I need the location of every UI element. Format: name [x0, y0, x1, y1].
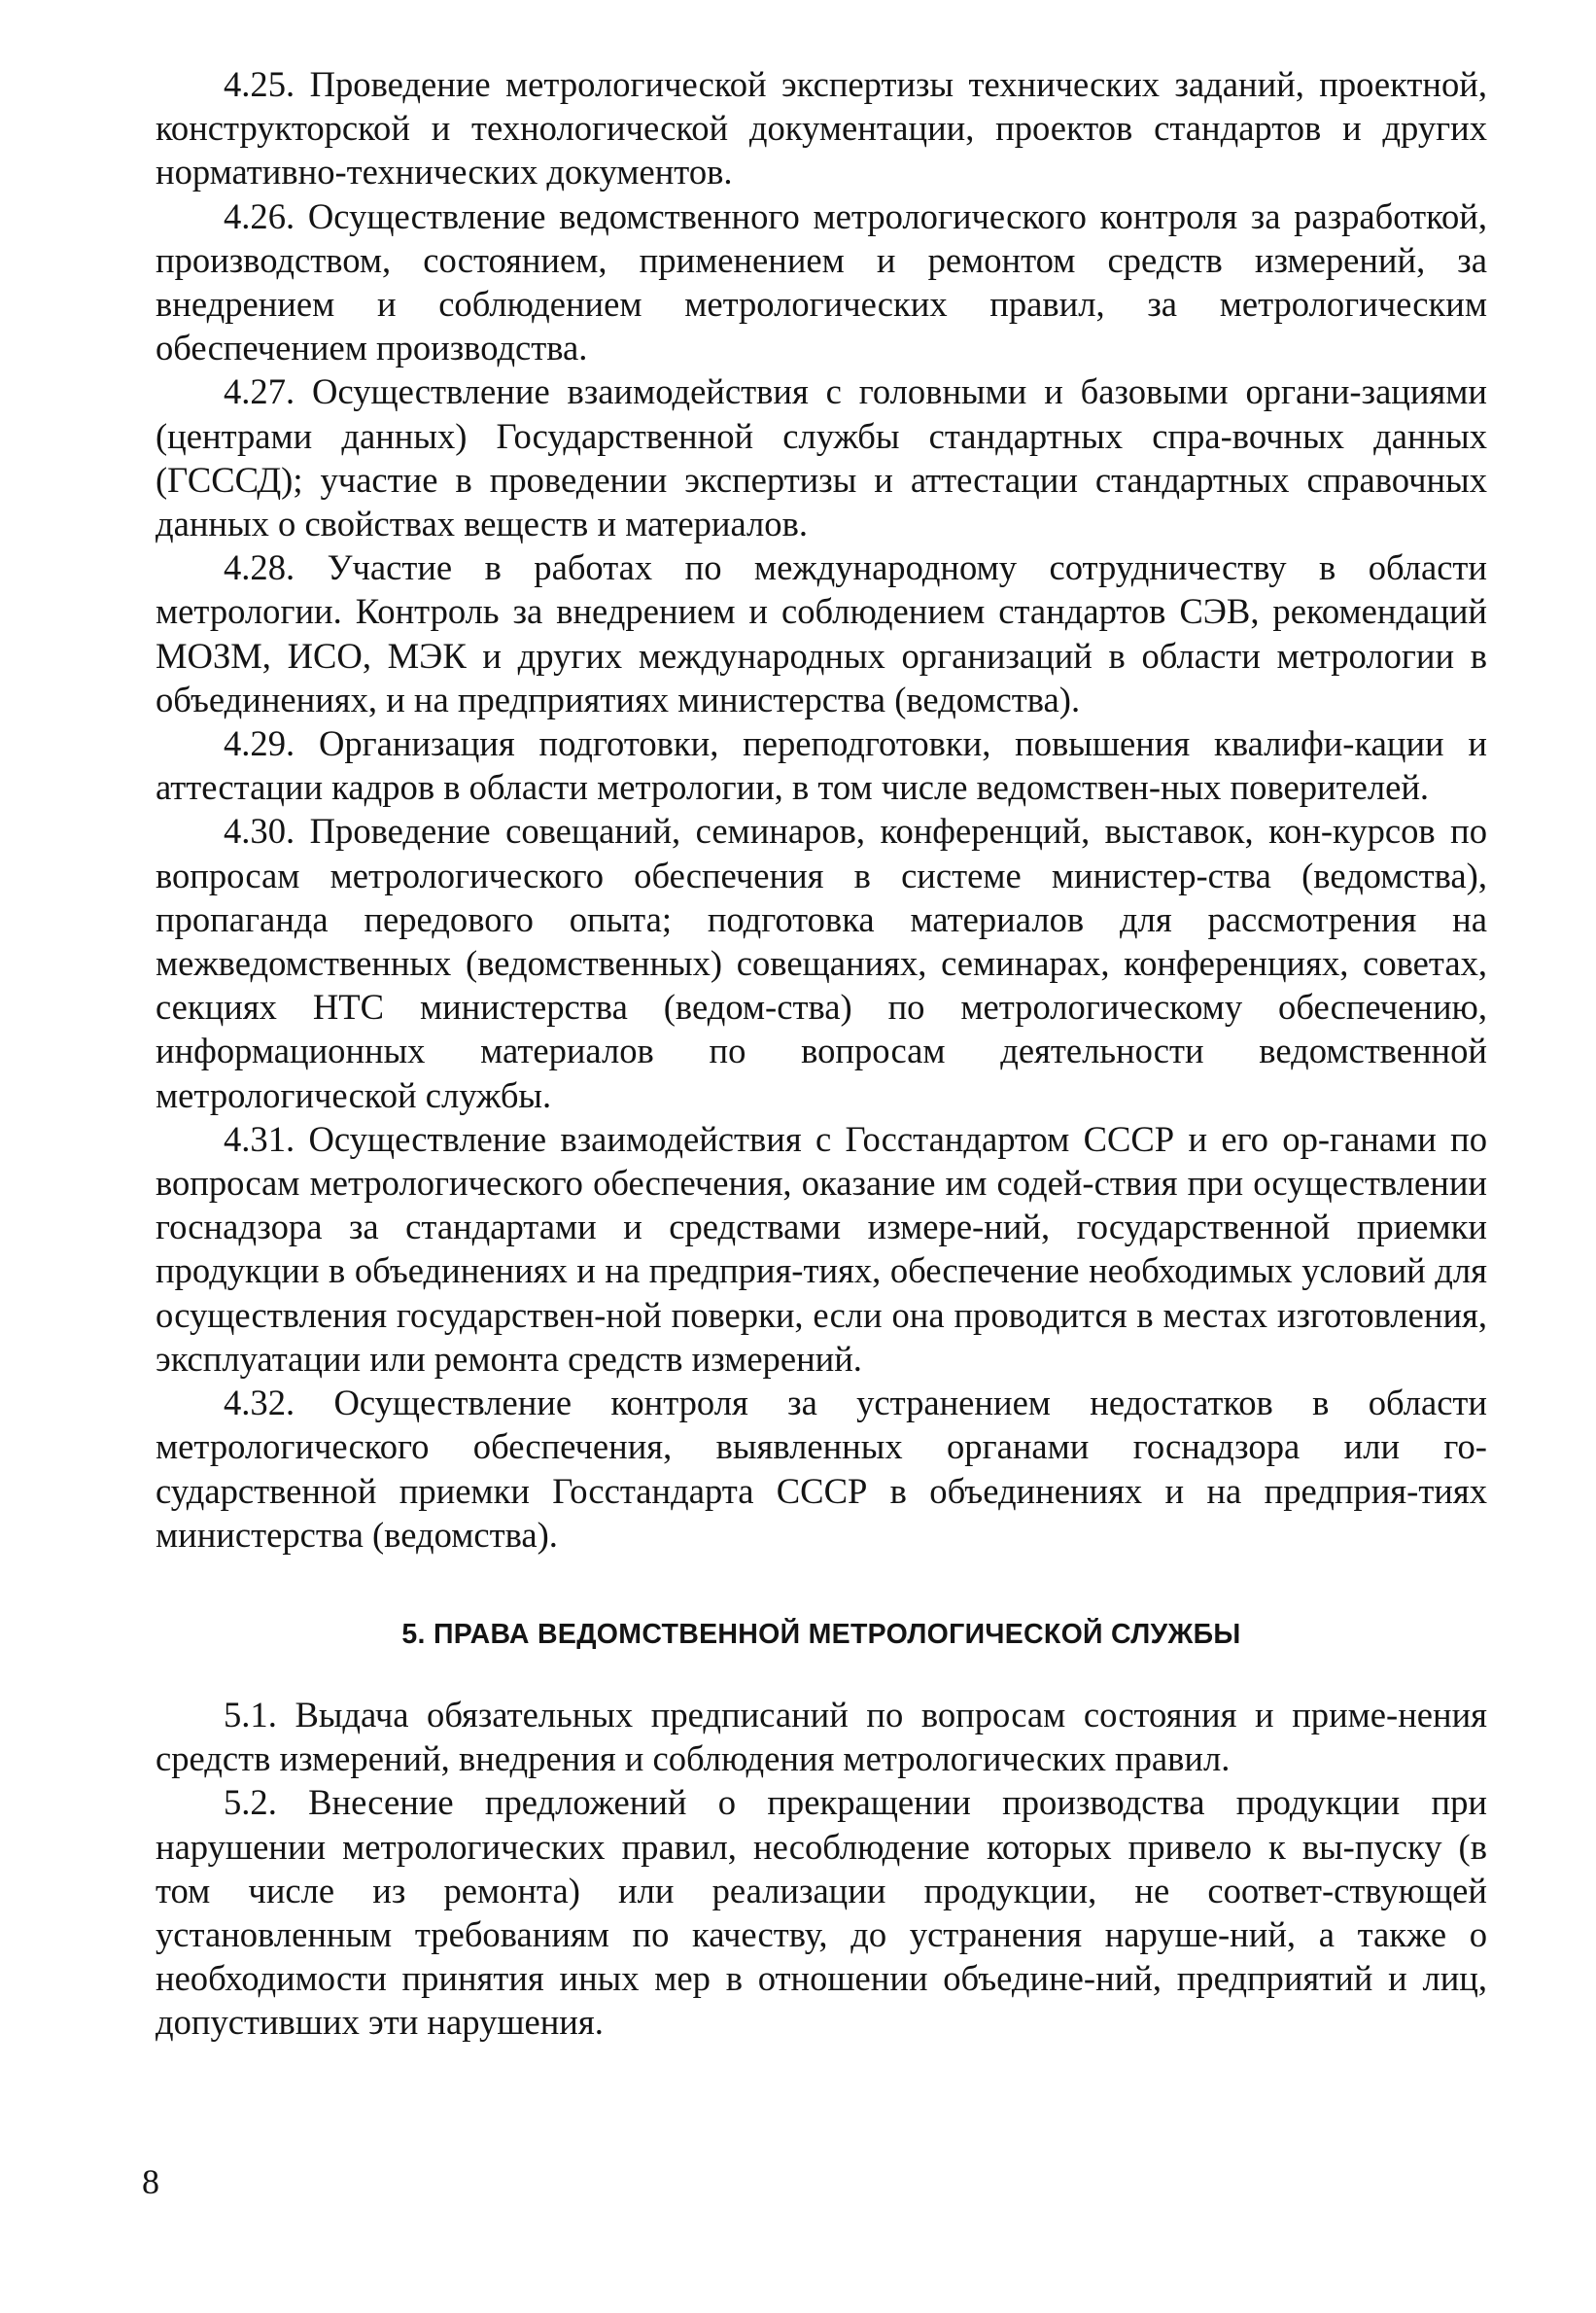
- paragraph-4-25: 4.25. Проведение метрологической экспертизы технических заданий, проектной, конструкторской и технологической документации, проектов стандартов и других нормативно-технических документов.: [156, 64, 1487, 193]
- paragraph-4-26: 4.26. Осуществление ведомственного метрологического контроля за разработкой, производством, состоянием, применением и ремонтом средств измерений, за внедрением и соблюдением метрологических правил, за метрологическим обеспечением производства.: [156, 195, 1487, 368]
- section-5-heading: 5. ПРАВА ВЕДОМСТВЕННОЙ МЕТРОЛОГИЧЕСКОЙ СЛУЖБЫ: [401, 1618, 1241, 1650]
- paragraph-5-1: 5.1. Выдача обязательных предписаний по вопросам состояния и приме-нения средств измерений, внедрения и соблюдения метрологических правил.: [156, 1694, 1487, 1779]
- paragraph-4-32: 4.32. Осуществление контроля за устранением недостатков в области метрологического обеспечения, выявленных органами госнадзора или го-сударственной приемки Госстандарта СССР в объединениях и на предприя-тиях министерства (ведомства).: [156, 1383, 1487, 1555]
- text-block: [156, 62, 1487, 2045]
- paragraph-5-2: 5.2. Внесение предложений о прекращении производства продукции при нарушении метрологических правил, несоблюдение которых привело к вы-пуску (в том числе из ремонта) или реализации продукции, не соответ-ствующей установленным требованиям по качеству, до устранения наруше-ний, а также о необходимости принятия иных мер в отношении объедине-ний, предприятий и лиц, допустивших эти нарушения.: [156, 1782, 1487, 2043]
- paragraph-4-29: 4.29. Организация подготовки, переподготовки, повышения квалифи-кации и аттестации кадров в области метрологии, в том числе ведомствен-ных поверителей.: [156, 723, 1487, 808]
- paragraph-4-28: 4.28. Участие в работах по международному сотрудничеству в области метрологии. Контроль за внедрением и соблюдением стандартов СЭВ, рекомендаций МОЗМ, ИСО, МЭК и других международных организаций в области метрологии в объединениях, и на предприятиях министерства (ведомства).: [156, 547, 1487, 719]
- paragraph-4-30: 4.30. Проведение совещаний, семинаров, конференций, выставок, кон-курсов по вопросам метрологического обеспечения в системе министер-ства (ведомства), пропаганда передового опыта; подготовка материалов для рассмотрения на межведомственных (ведомственных) совещаниях, семинарах, конференциях, советах, секциях НТС министерства (ведом-ства) по метрологическому обеспечению, информационных материалов по вопросам деятельности ведомственной метрологической службы.: [156, 811, 1487, 1115]
- paragraph-4-27: 4.27. Осуществление взаимодействия с головными и базовыми органи-зациями (центрами данных) Государственной службы стандартных спра-вочных данных (ГСССД); участие в проведении экспертизы и аттестации стандартных справочных данных о свойствах веществ и материалов.: [156, 371, 1487, 544]
- page-number: 8: [142, 2162, 159, 2201]
- paragraph-4-31: 4.31. Осуществление взаимодействия с Госстандартом СССР и его ор-ганами по вопросам метрологического обеспечения, оказание им содей-ствия при осуществлении госнадзора за стандартами и средствами измере-ний, государственной приемки продукции в объединениях и на предприя-тиях, обеспечение необходимых условий для осуществления государствен-ной поверки, если она проводится в местах изготовления, эксплуатации или ремонта средств измерений.: [156, 1118, 1487, 1379]
